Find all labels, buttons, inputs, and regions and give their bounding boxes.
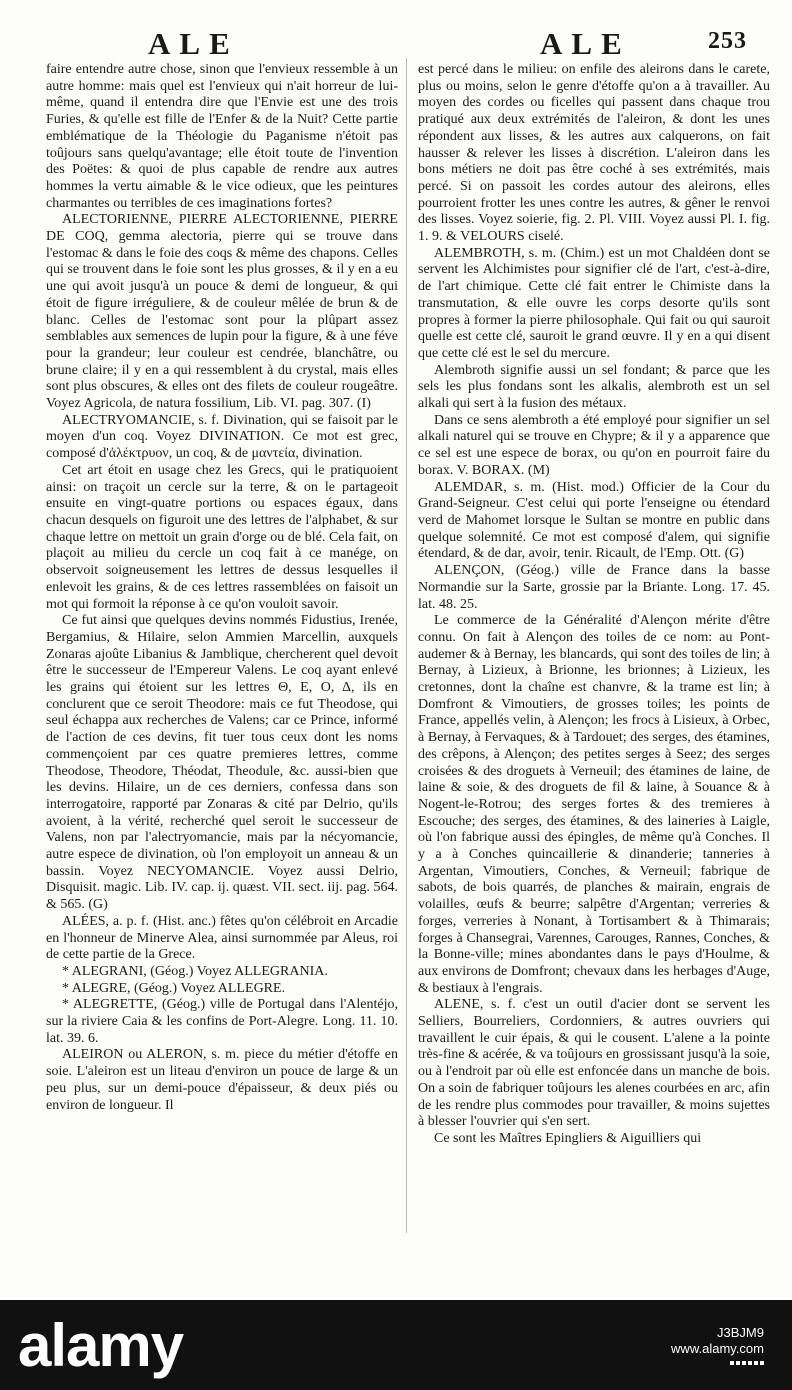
entry-alemdar: ALEMDAR, s. m. (Hist. mod.) Officier de la Cour du Grand-Seigneur. C'est celui qui porte l'enseigne ou étendard verd de Mahomet lorsque le Sultan se montre en public dans quelque solemnité. Ce mot est composé d'alem, qui signifie étendard, & de dar, avoir, tenir. Ricault, de l'Emp. Ott. (G) bbox=[418, 479, 770, 562]
watermark-banner bbox=[0, 1300, 792, 1390]
entry-alectorienne: ALECTORIENNE, PIERRE ALECTORIENNE, PIERRE DE COQ, gemma alectoria, pierre qui se trouve dans l'estomac & dans le foie des coqs & même des chapons. Celles qui se trouvent dans le foie sont les plus grosses, & il y en a eu une qui avoit jusqu'à un pouce & demi de longueur, & qui étoit de figure irréguliere, & de couleur mêlée de brun & de blanc. Celles de l'estomac sont pour la plûpart assez semblables aux semences de lupin pour la figure, & à une féve pour la grandeur; leur couleur est cendrée, blanchâtre, ou brune claire; il y en a qui ressemblent à du crystal, mais elles sont plus obscures, & elles ont des filets de couleur rougeâtre. Voyez Agricola, de natura fossilium, Lib. VI. pag. 307. (I) bbox=[46, 212, 398, 412]
brand-logo: alamy bbox=[18, 1311, 184, 1379]
qr-dots-icon bbox=[730, 1361, 764, 1365]
site-url: www.alamy.com bbox=[671, 1341, 764, 1356]
entry-alegre: * ALEGRE, (Géog.) Voyez ALLEGRE. bbox=[62, 980, 286, 996]
image-code bbox=[671, 1325, 764, 1365]
paragraph-alembroth-borax: Dans ce sens alembroth a été employé pour signifier un sel alkali naturel qui se trouve en Chypre; & il y a apparence que ce sel est une espece de borax, ou qu'on en pourroit faire du borax. V. BORAX. (M) bbox=[418, 412, 770, 478]
entry-alegrani: * ALEGRANI, (Géog.) Voyez ALLEGRANIA. bbox=[62, 963, 328, 979]
entry-alene: ALENE, s. f. c'est un outil d'acier dont se servent les Selliers, Bourreliers, Cordonniers, & autres ouvriers qui travaillent le cuir épais, & qui le cousent. L'alene a la pointe très-fine & acérée, & va toûjours en grossissant jusqu'à la soie, ou à l'endroit par où elle est enfoncée dans un manche de bois. On a soin de fabriquer toûjours les alenes courbées en arc, afin de les rendre plus commodes pour travailler, & moins sujettes à blesser l'ouvrier qui s'en sert. bbox=[418, 997, 770, 1130]
running-head-left: ALE bbox=[148, 26, 239, 61]
paragraph-envie: faire entendre autre chose, sinon que l'envieux ressemble à un autre homme: mais quel est l'envieux qui n'ait horreur de lui-même, quand il entendra dire que l'Envie est une des trois Furies, & qu'elle est fille de l'Enfer & de la Nuit? Cette partie emblématique de la Théologie du Paganisme n'étoit pas toûjours sans quelqu'avantage; elle étoit toute de l'invention des Poëtes: & quoi de plus capable de rendre aux autres hommes la vertu aimable & le vice odieux, que les peintures charmantes ou terribles de ces imaginations fortes? bbox=[46, 62, 398, 211]
paragraph-alencon-commerce: Le commerce de la Généralité d'Alençon mérite d'être connu. On fait à Alençon des toiles de ce nom: au Pont-audemer & à Bernay, les blancards, qui sont des toiles de lin; à Bernay, à Lizieux, à Brionne, les brionnes; à Lizieux, les cretonnes, dont la chaîne est chanvre, & la trame est lin; à Domfront & Vimoutiers, de grosses toiles; les points de France, appellés velin, à Alençon; les frocs à Lisieux, à Orbec, à Bernay, à Fervaques, & à Tardouet; des serges, des étamines, des crêpons, à Alençon; des petites serges à Seez; des serges croisées & des droguets à Verneuil; des étamines de laine, de laine & soie, & des droguets de fil & laine, à Souance & à Nogent-le-Rotrou; des serges fortes & des tremieres à Escouche; des serges, des étamines, & des laineries à Laigle, où l'on fabrique aussi des épingles, de même qu'à Conches. Il y a à Conches quincaillerie & dinanderie; tanneries à Argentan, Vimoutiers, Conches, & Verneuil; fabrique de sabots, de bois quarrés, de planches & mairain, engrais de volailles, œufs & beurre; salpêtre d'Argentan; verreries & forges, verreries à Nonant, à Tortisambert & à Thimarais; forges à Chansegrai, Varennes, Carouges, Rannes, Conches, & la Bonne-ville; mines abondantes dans le pays d'Houlme, & aux environs de Domfront; chevaux dans les herbages d'Auge, & bestiaux à l'engrais. bbox=[418, 613, 770, 996]
entry-alencon: ALENÇON, (Géog.) ville de France dans la basse Normandie sur la Sarte, grossie par la Briante. Long. 17. 45. lat. 48. 25. bbox=[418, 563, 770, 612]
entry-aleiron: ALEIRON ou ALERON, s. m. piece du métier d'étoffe en soie. L'aleiron est un liteau d'environ un pouce de large & un peu plus, sur un demi-pouce d'épaisseur, & deux piés ou environ de longueur. Il bbox=[46, 1047, 398, 1113]
entry-alectryomancie: ALECTRYOMANCIE, s. f. Divination, qui se faisoit par le moyen d'un coq. Voyez DIVINATION. Ce mot est grec, composé d'ἀλέκτρυον, un coq, & de μαντεία, divination. bbox=[46, 412, 398, 462]
right-column bbox=[418, 62, 770, 1148]
page-number: 253 bbox=[708, 28, 747, 54]
entry-alembroth: ALEMBROTH, s. m. (Chim.) est un mot Chaldéen dont se servent les Alchimistes pour signifier clé de l'art, c'est-à-dire, de l'art chimique. Cette clé fait entrer le Chimiste dans la transmutation, & elle ouvre les corps desorte qu'ils sont propres à former la pierre philosophale. Qui fait ou qui sauroit quelle est cette clé, sauroit le grand œuvre. Il y en a qui disent que cette clé est le sel du mercure. bbox=[418, 245, 770, 361]
left-column bbox=[46, 62, 398, 1114]
paragraph-alectryomancie-method: Cet art étoit en usage chez les Grecs, qui le pratiquoient ainsi: on traçoit un cercle sur la terre, & on le partageoit ensuite en vingt-quatre portions ou espaces égaux, dans chacun desquels on figuroit une des lettres de l'alphabet, & sur chaque lettre on mettoit un grain d'orge ou de blé. Cela fait, on plaçoit au milieu du cercle un coq fait à ce manége, on observoit soigneusement les lettres de dessus lesquelles il enlevoit les grains, & de ces lettres rassemblées on faisoit un mot qui formoit la réponse à ce qu'on vouloit savoir. bbox=[46, 462, 398, 612]
paragraph-alembroth-sel: Alembroth signifie aussi un sel fondant; & parce que les sels les plus fondans sont les alkalis, alembroth est un sel alkali qui sert à la fusion des métaux. bbox=[418, 362, 770, 412]
paragraph-alectryomancie-valens: Ce fut ainsi que quelques devins nommés Fidustius, Irenée, Bergamius, & Hilaire, selon Ammien Marcellin, auxquels Zonaras ajoûte Libanius & Jamblique, chercherent quel devoit être le successeur de l'Empereur Valens. Le coq ayant enlevé les grains qui étoient sur les lettres Θ, Ε, Ο, Δ, ils en conclurent que ce seroit Theodore: mais ce fut Theodose, qui seul échappa aux recherches de Valens; car ce Prince, informé de l'action de ces devins, fit tuer tous ceux dont les noms commençoient par ces quatre premieres lettres, comme Theodose, Theodore, Théodat, Theodule, &c. aussi-bien que les devins. Hilaire, un de ces derniers, confessa dans son interrogatoire, rapporté par Zonaras & cité par Delrio, qu'ils avoient, à la vérité, recherché quel seroit le successeur de Valens, non par l'alectryomancie, mais par la nécyomancie, autre espece de divination, où l'on employoit un anneau & un bassin. Voyez NECYOMANCIE. Voyez aussi Delrio, Disquisit. magic. Lib. IV. cap. ij. quæst. VII. sect. iij. pag. 564. & 565. (G) bbox=[46, 613, 398, 913]
running-head-right: ALE bbox=[540, 26, 631, 61]
entry-alegrette: * ALEGRETTE, (Géog.) ville de Portugal dans l'Alentéjo, sur la riviere Caia & les confins de Port-Alegre. Long. 11. 10. lat. 39. 6. bbox=[46, 997, 398, 1046]
paragraph-aleiron-cont: est percé dans le milieu: on enfile des aleirons dans le carete, plus ou moins, selon le genre d'étoffe qu'on a à travailler. Au moyen des cordes ou ficelles qui passent dans chaque trou pratiqué aux deux extrémités de l'aleiron, & dont les unes répondent aux lisses, & les autres aux calquerons, on fait hausser & relever les lisses à discrétion. L'aleiron dans les bons métiers ne doit pas être coché à ses extrémités, mais percé. Si on passoit les cordes autour des aleirons, elles pourroient frotter les unes contre les autres, & gêner le renvoi des lisses. Voyez soierie, fig. 2. Pl. VIII. Voyez aussi Pl. I. fig. 1. 9. & VELOURS ciselé. bbox=[418, 62, 770, 245]
column-divider bbox=[406, 58, 407, 1233]
entry-alees: ALÉES, a. p. f. (Hist. anc.) fêtes qu'on célébroit en Arcadie en l'honneur de Minerve Alea, ainsi surnommée par Aleus, roi de cette partie de la Grece. bbox=[46, 913, 398, 963]
paragraph-alene-cont: Ce sont les Maîtres Epingliers & Aiguilliers qui bbox=[434, 1131, 702, 1146]
image-id: J3BJM9 bbox=[717, 1325, 764, 1340]
